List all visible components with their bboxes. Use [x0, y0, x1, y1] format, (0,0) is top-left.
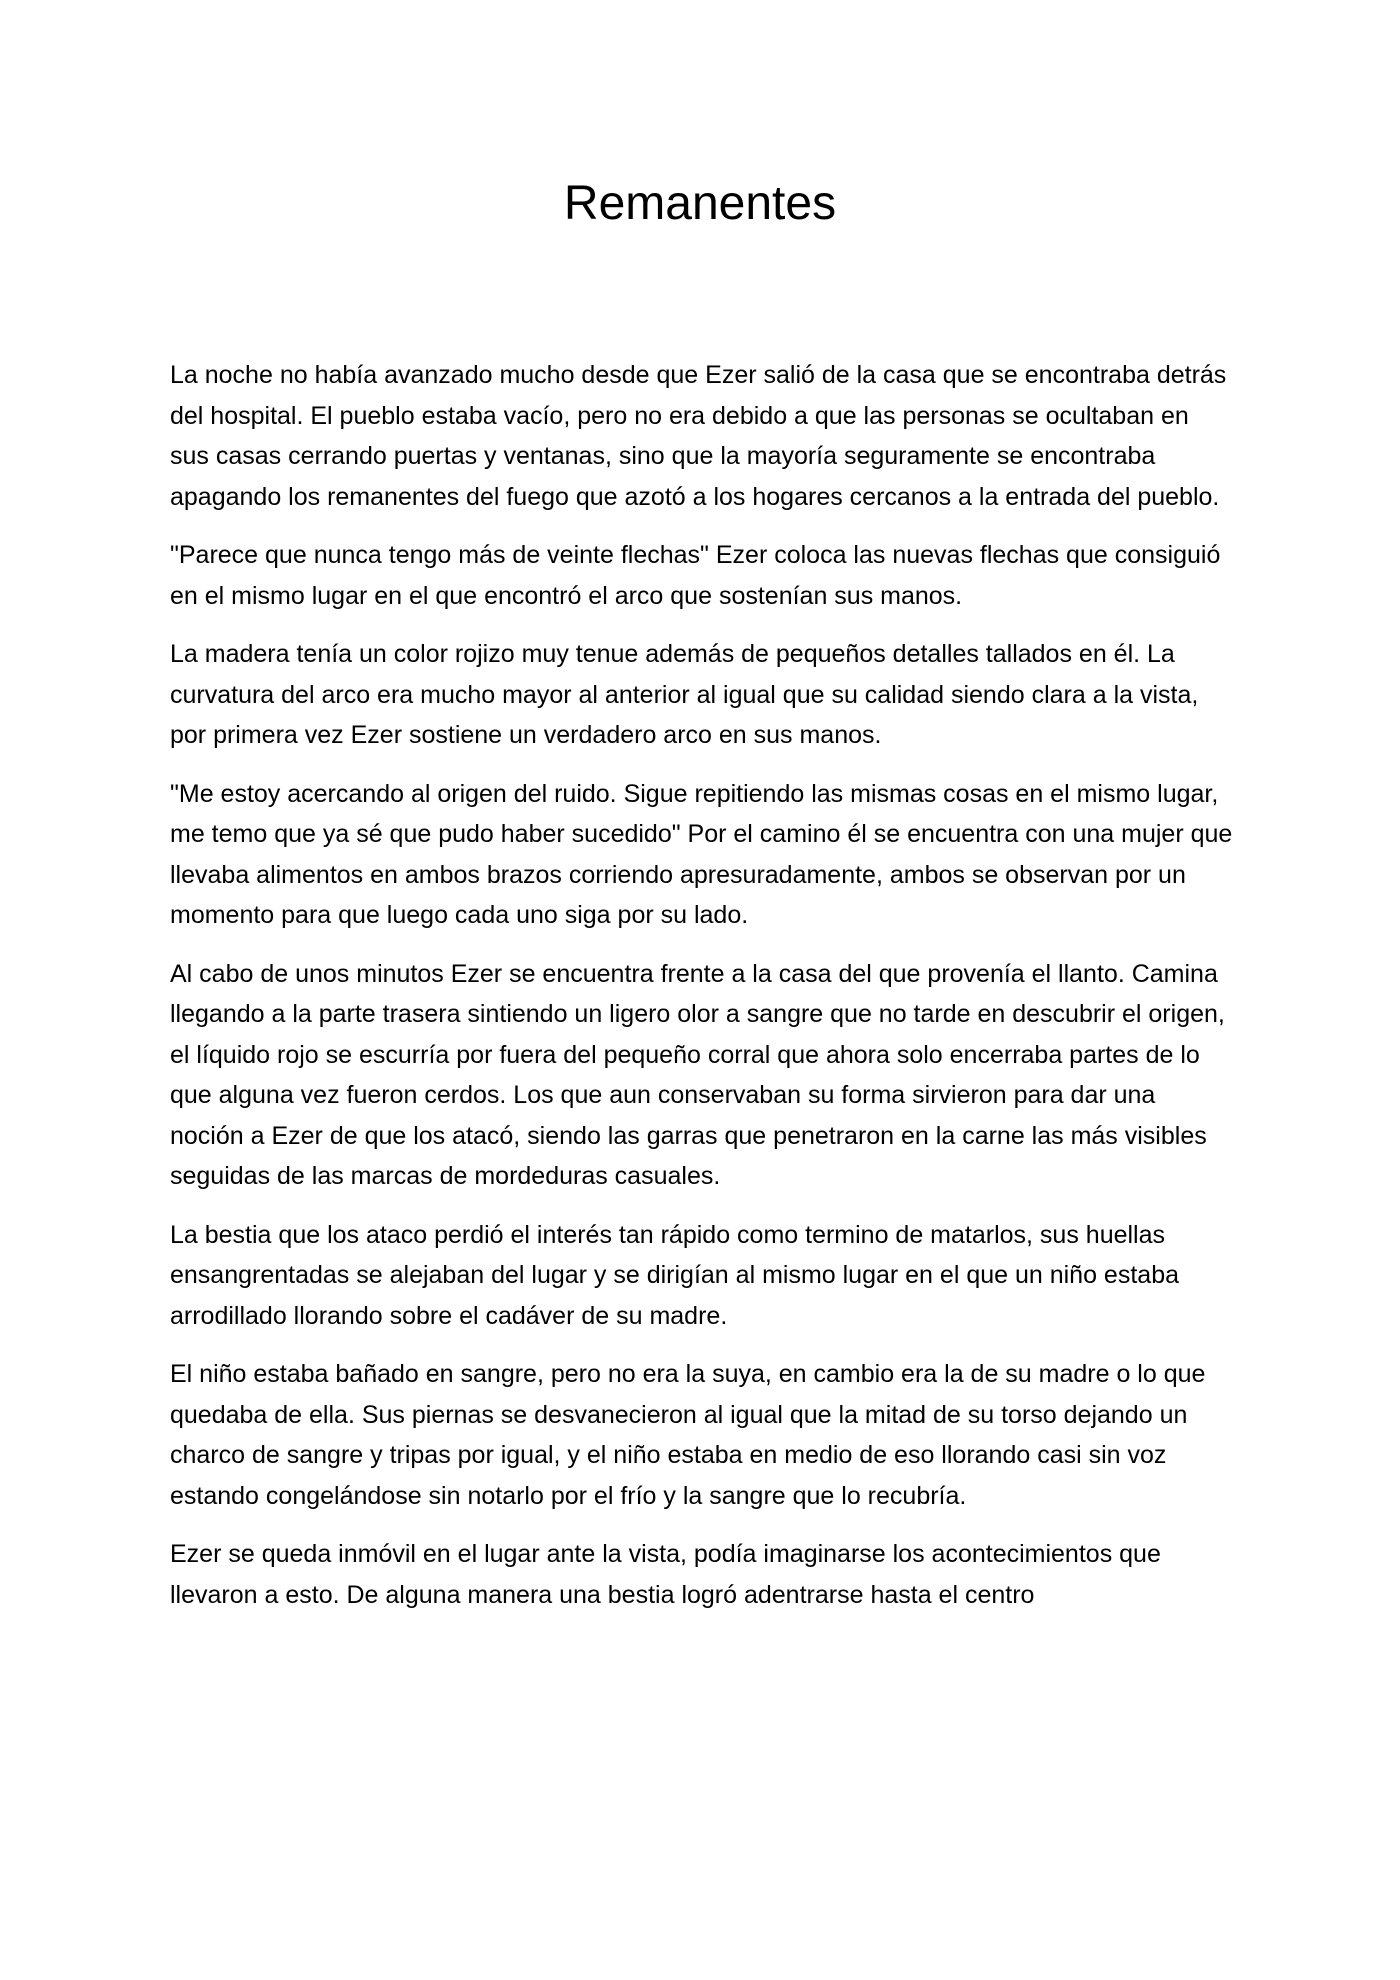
paragraph: La noche no había avanzado mucho desde que Ezer salió de la casa que se encontraba detrás del hospital. El pueblo estaba vacío, pero no era debido a que las personas se ocultaban en sus casas cerrando puertas y ventanas, sino que la mayoría seguramente se encontraba apagando los remanentes del fuego que azotó a los hogares cercanos a la entrada del pueblo.	[170, 361, 1227, 511]
paragraph: Al cabo de unos minutos Ezer se encuentra frente a la casa del que provenía el llanto. Camina llegando a la parte trasera sintiendo un ligero olor a sangre que no tarde en descubrir el origen, el líquido rojo se escurría por fuera del pequeño corral que ahora solo encerraba partes de lo que alguna vez fueron cerdos. Los que aun conservaban su forma sirvieron para dar una noción a Ezer de que los atacó, siendo las garras que penetraron en la carne las más visibles seguidas de las marcas de mordeduras casuales.	[170, 959, 1225, 1190]
document-title: Remanentes	[563, 177, 837, 230]
paragraph: "Me estoy acercando al origen del ruido. Sigue repitiendo las mismas cosas en el mismo lugar, me temo que ya sé que pudo haber sucedido" Por el camino él se encuentra con una mujer que llevaba alimentos en ambos brazos corriendo apresuradamente, ambos se observan por un momento para que luego cada uno siga por su lado.	[170, 779, 1233, 929]
paragraph: "Parece que nunca tengo más de veinte flechas" Ezer coloca las nuevas flechas que consiguió en el mismo lugar en el que encontró el arco que sostenían sus manos.	[170, 541, 1221, 610]
paragraph: Ezer se queda inmóvil en el lugar ante la vista, podía imaginarse los acontecimientos que llevaron a esto. De alguna manera una bestia logró adentrarse hasta el centro	[170, 1540, 1161, 1609]
paragraph: La bestia que los ataco perdió el interés tan rápido como termino de matarlos, sus huellas ensangrentadas se alejaban del lugar y se dirigían al mismo lugar en el que un niño estaba arrodillado llorando sobre el cadáver de su madre.	[170, 1220, 1179, 1330]
paragraph: La madera tenía un color rojizo muy tenue además de pequeños detalles tallados en él. La curvatura del arco era mucho mayor al anterior al igual que su calidad siendo clara a la vista, por primera vez Ezer sostiene un verdadero arco en sus manos.	[170, 640, 1199, 749]
document-body	[170, 355, 1234, 1633]
paragraph: El niño estaba bañado en sangre, pero no era la suya, en cambio era la de su madre o lo que quedaba de ella. Sus piernas se desvanecieron al igual que la mitad de su torso dejando un charco de sangre y tripas por igual, y el niño estaba en medio de eso llorando casi sin voz estando congelándose sin notarlo por el frío y la sangre que lo recubría.	[170, 1360, 1206, 1510]
